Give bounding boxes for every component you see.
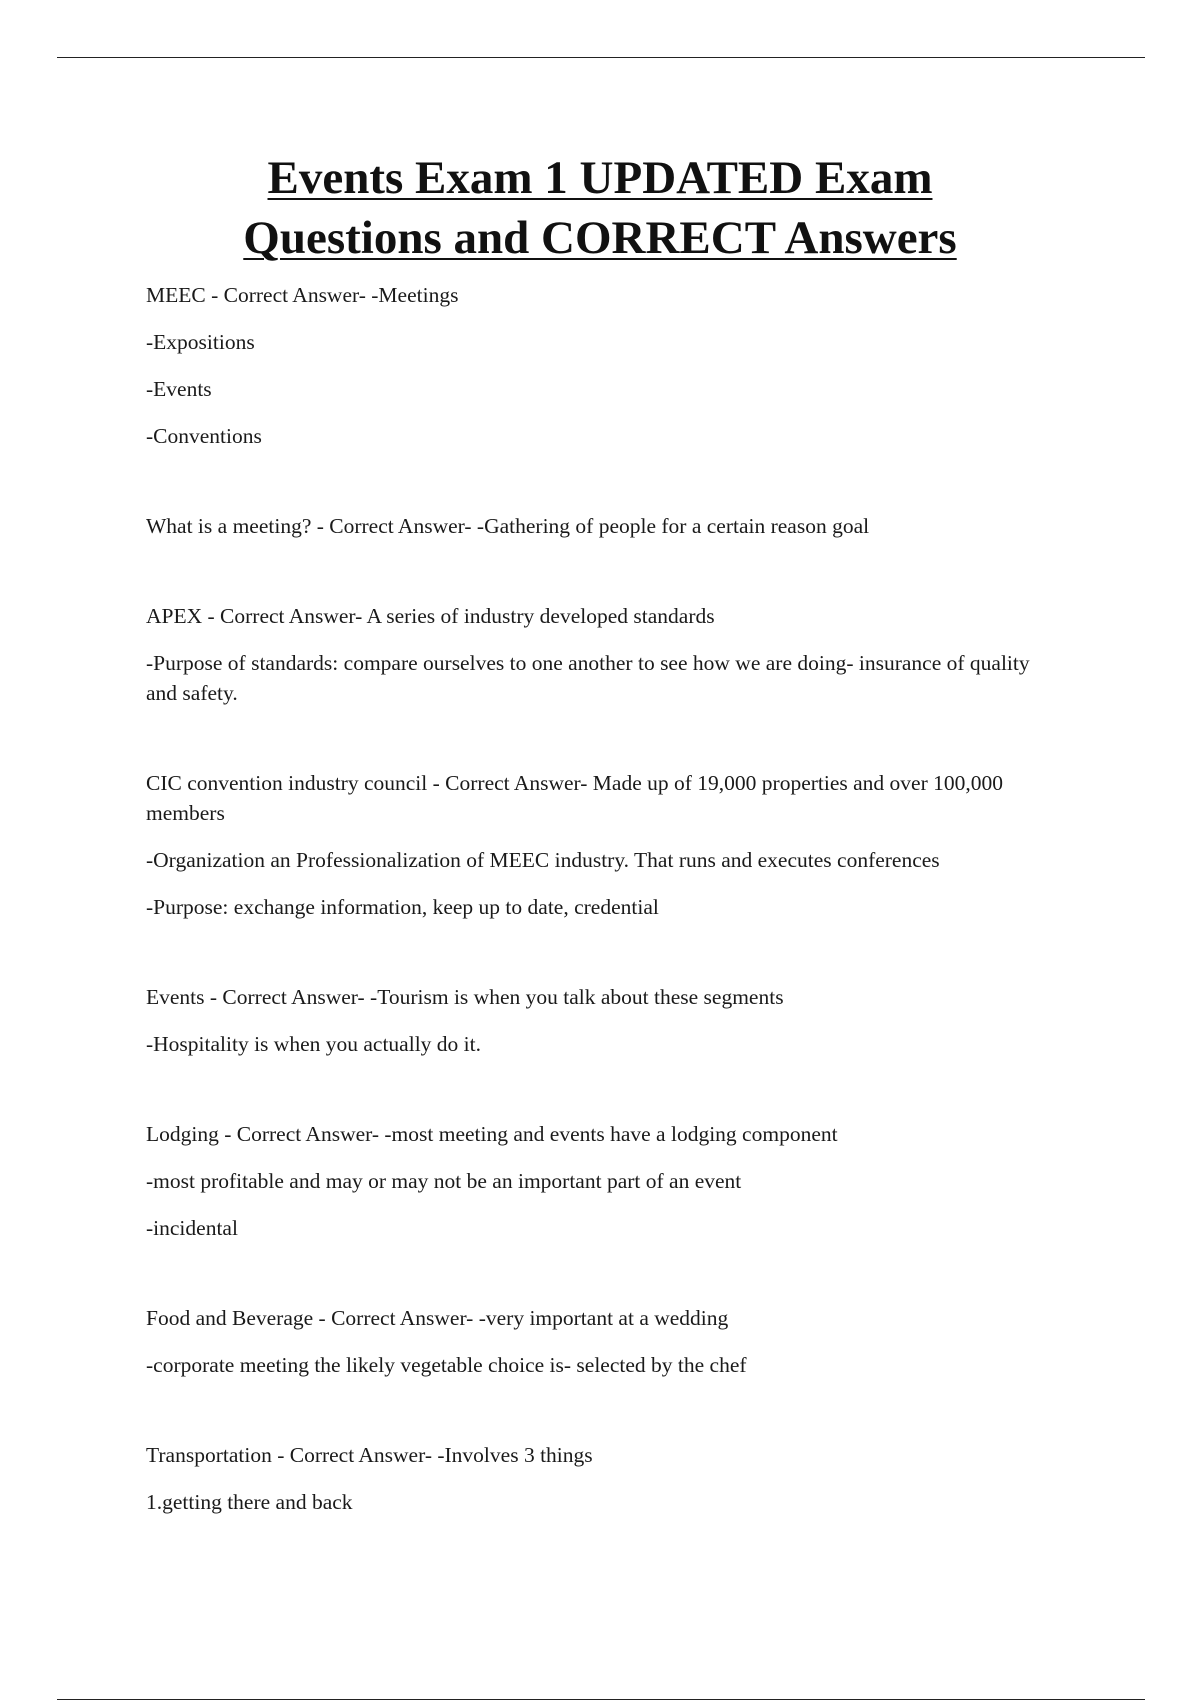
qa-item-food-beverage [146,1303,1051,1380]
answer-line: Lodging - Correct Answer- -most meeting and events have a lodging component [146,1122,838,1146]
answer-line: -Organization an Professionalization of MEEC industry. That runs and executes conferences [146,848,940,872]
top-rule [57,57,1145,58]
answer-line: MEEC - Correct Answer- -Meetings [146,283,459,307]
document-title [100,148,1100,268]
answer-line: -incidental [146,1216,238,1240]
answer-line: -Hospitality is when you actually do it. [146,1032,481,1056]
answer-line: -most profitable and may or may not be an important part of an event [146,1169,742,1193]
qa-item-events [146,982,1051,1059]
answer-line: Food and Beverage - Correct Answer- -very important at a wedding [146,1306,729,1330]
answer-line: Transportation - Correct Answer- -Involves 3 things [146,1443,593,1467]
answer-line: -Purpose: exchange information, keep up to date, credential [146,895,659,919]
qa-item-lodging [146,1119,1051,1243]
qa-item-transportation [146,1440,1051,1517]
answer-line: 1.getting there and back [146,1490,353,1514]
answer-line: -corporate meeting the likely vegetable choice is- selected by the chef [146,1353,747,1377]
answer-line: -Expositions [146,330,255,354]
answer-line: Events - Correct Answer- -Tourism is when you talk about these segments [146,985,784,1009]
qa-item-cic [146,768,1051,922]
answer-line: What is a meeting? - Correct Answer- -Gathering of people for a certain reason goal [146,514,870,538]
answer-line: -Purpose of standards: compare ourselves to one another to see how we are doing- insurance of quality and safety. [146,651,1030,705]
title-line-1: Events Exam 1 UPDATED Exam [267,152,933,204]
answer-line: CIC convention industry council - Correct Answer- Made up of 19,000 properties and over 100,000 members [146,771,1003,825]
qa-list [146,280,1051,1577]
qa-item-meec [146,280,1051,451]
qa-item-apex [146,601,1051,708]
title-line-2: Questions and CORRECT Answers [243,212,957,264]
qa-item-meeting [146,511,1051,541]
answer-line: -Events [146,377,212,401]
answer-line: -Conventions [146,424,262,448]
answer-line: APEX - Correct Answer- A series of industry developed standards [146,604,715,628]
